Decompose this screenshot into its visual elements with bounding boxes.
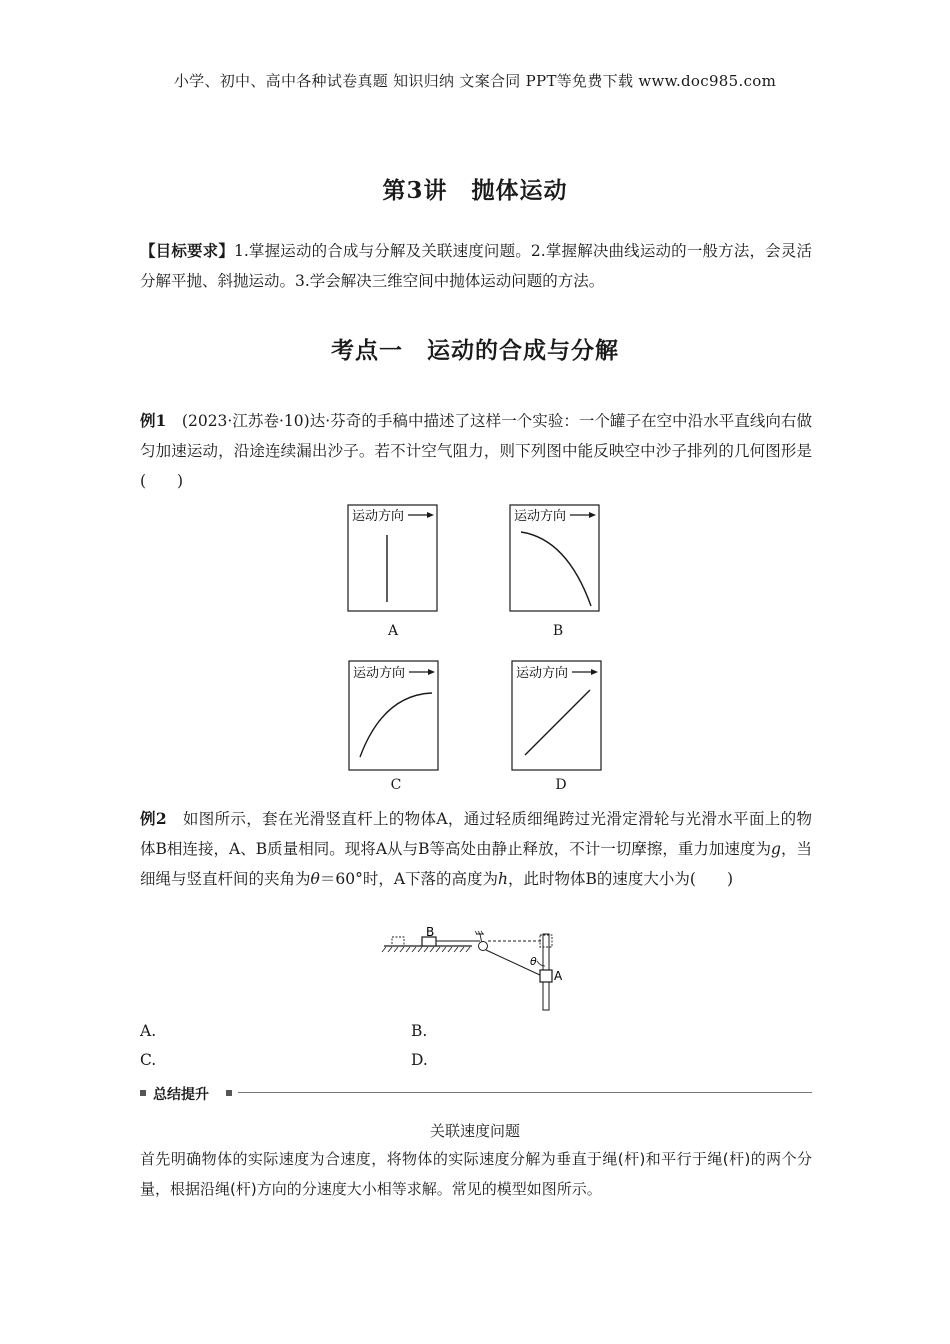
block-initial-position	[392, 937, 404, 946]
symbol-theta: θ	[310, 870, 320, 888]
goals-label: 【目标要求】	[140, 241, 234, 260]
page-header: 小学、初中、高中各种试卷真题 知识归纳 文案合同 PPT等免费下载 www.doc985.com	[173, 72, 777, 90]
pulley-figure	[380, 924, 580, 1014]
theta-label: θ	[530, 955, 537, 968]
figure-label-d: D	[555, 777, 567, 793]
motion-direction-label: 运动方向	[352, 509, 405, 524]
example1-text: (2023·江苏卷·10)达·芬奇的手稿中描述了这样一个实验：一个罐子在空中沿水平直线向右做匀加速运动，沿途连续漏出沙子。若不计空气阻力，则下列图中能反映空中沙子排列的几何图形是( )	[140, 412, 812, 490]
summary-divider	[238, 1092, 812, 1093]
example2-text: ，此时物体B的速度大小为( )	[508, 870, 734, 888]
square-bullet-icon	[226, 1090, 232, 1096]
ground-hatch	[382, 947, 470, 952]
block-a	[540, 970, 552, 982]
example2-text: 如图所示，套在光滑竖直杆上的物体A，通过轻质细绳跨过光滑定滑轮与光滑水平面上的物体B相连接，A、B质量相同。现将A从与B等高处由静止释放，不计一切摩擦，重力加速度为	[140, 810, 812, 858]
summary-text: 首先明确物体的实际速度为合速度，将物体的实际速度分解为垂直于绳(杆)和平行于绳(杆)的两个分量，根据沿绳(杆)方向的分速度大小相等求解。常见的模型如图所示。	[140, 1150, 812, 1198]
sand-trace-line	[525, 690, 590, 755]
block-b-label: B	[426, 925, 435, 939]
example2-text: ＝60°时，A下落的高度为	[319, 870, 499, 888]
figure-option-b	[509, 504, 601, 614]
motion-direction-label: 运动方向	[514, 509, 567, 524]
summary-bar	[140, 1082, 812, 1104]
sand-trace-curve	[360, 693, 432, 757]
example2-text: ，当细绳与竖直杆间的夹角为	[140, 840, 812, 888]
motion-direction-label: 运动方向	[516, 666, 569, 681]
option-b: B.	[411, 1022, 428, 1040]
example1-paragraph	[140, 406, 812, 496]
option-c: C.	[140, 1051, 157, 1069]
figure-option-a	[347, 504, 439, 614]
example2-paragraph	[140, 804, 812, 894]
figure-label-b: B	[552, 623, 564, 639]
section-heading: 考点一 运动的合成与分解	[331, 337, 619, 364]
motion-direction-label: 运动方向	[353, 666, 406, 681]
figure-label-a: A	[387, 623, 399, 639]
pulley-icon	[479, 942, 488, 951]
figure-option-c	[348, 660, 440, 772]
sand-trace-curve	[521, 532, 591, 606]
page-title: 第3讲 抛体运动	[382, 177, 568, 204]
goals-paragraph	[140, 236, 812, 296]
block-a-label: A	[554, 969, 563, 983]
summary-subtitle: 关联速度问题	[429, 1122, 520, 1140]
example1-label: 例1	[140, 411, 167, 430]
figure-label-c: C	[390, 777, 402, 793]
goals-text: 1.掌握运动的合成与分解及关联速度问题。2.掌握解决曲线运动的一般方法，会灵活分解平抛、斜抛运动。3.学会解决三维空间中抛体运动问题的方法。	[140, 242, 812, 290]
symbol-h: h	[498, 870, 509, 888]
square-bullet-icon	[140, 1090, 146, 1096]
example2-label: 例2	[140, 809, 167, 828]
symbol-g: g	[771, 840, 781, 858]
summary-title: 总结提升	[153, 1087, 209, 1103]
option-d: D.	[411, 1051, 428, 1069]
figure-option-d	[511, 660, 603, 772]
option-a: A.	[140, 1022, 157, 1040]
